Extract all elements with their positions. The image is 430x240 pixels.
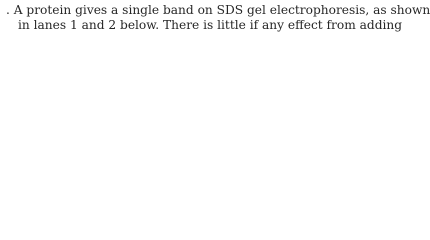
- paragraph-line-1: . A protein gives a single band on SDS gel electrophoresis, as shown: [6, 3, 430, 17]
- paragraph-line-2: in lanes 1 and 2 below. There is little if any effect from adding: [18, 18, 403, 32]
- question-paragraph: [6, 3, 430, 33]
